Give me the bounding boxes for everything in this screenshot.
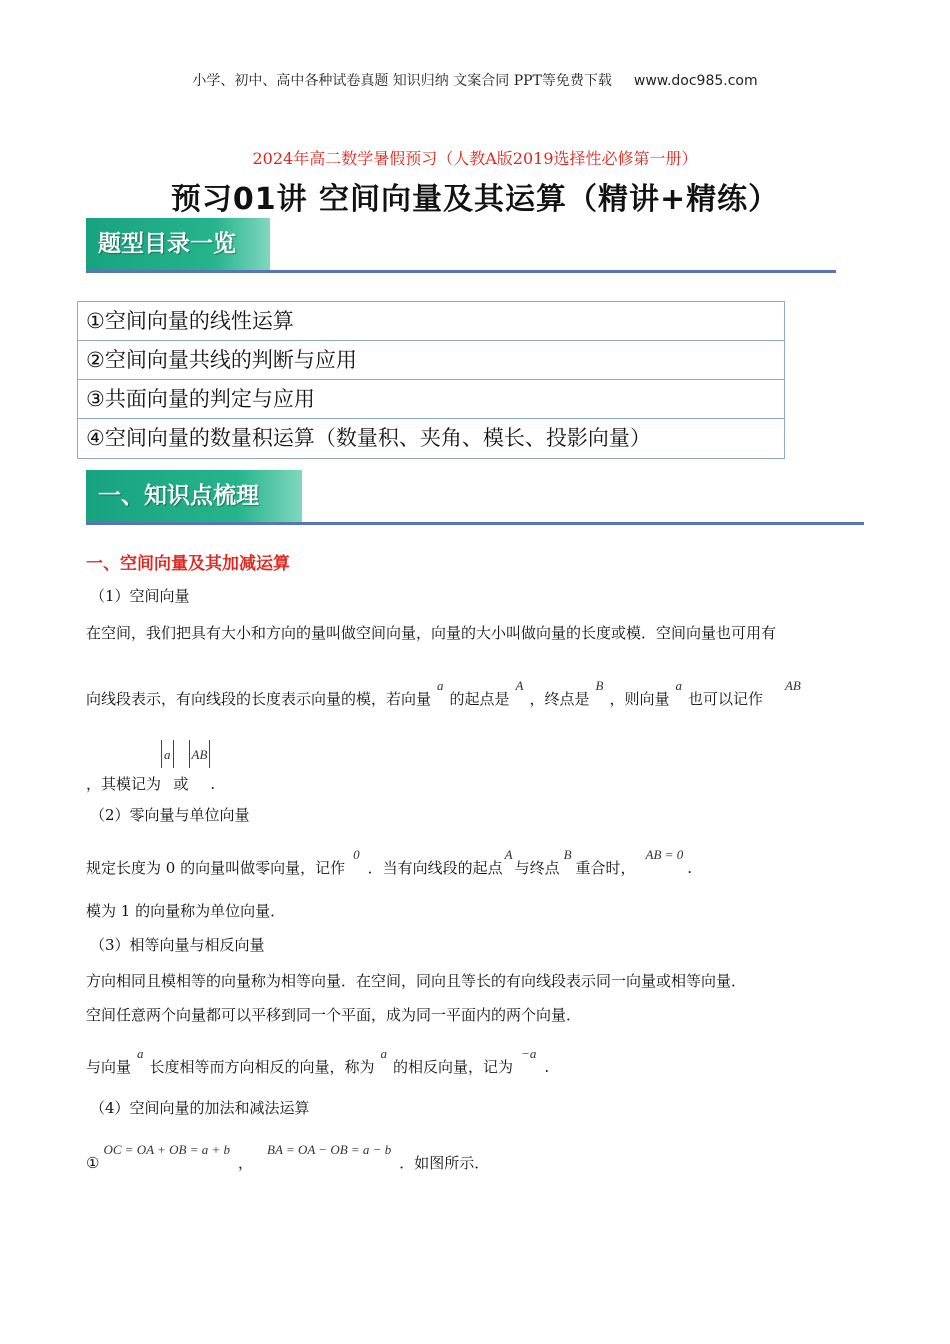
math-a: a [437, 678, 444, 693]
text-span: ① [86, 1154, 100, 1172]
toc-table [77, 301, 785, 459]
paragraph: 空间任意两个向量都可以平移到同一个平面，成为同一平面内的两个向量． [86, 1006, 582, 1024]
math-a: a [137, 1046, 144, 1061]
math-BA: BA = OA − OB = a − b [267, 1142, 392, 1157]
paragraph: 在空间，我们把具有大小和方向的量叫做空间向量，向量的大小叫做向量的长度或模．空间向量也可用有 [86, 624, 777, 642]
toc-item[interactable]: ①空间向量的线性运算 [78, 302, 784, 341]
document-subtitle: 2024年高二数学暑假预习（人教A版2019选择性必修第一册） [252, 149, 698, 168]
document-title: 预习01讲 空间向量及其运算（精讲+精练） [170, 182, 780, 217]
subsection-title: （2）零向量与单位向量 [90, 806, 250, 824]
text-span: 长度相等而方向相反的向量，称为 [149, 1058, 375, 1076]
paragraph [86, 740, 216, 793]
math-a: a [675, 678, 682, 693]
header-site[interactable]: www.doc985.com [633, 73, 758, 89]
paragraph [86, 678, 801, 709]
math-a: a [164, 747, 171, 762]
subsection-title: （3）相等向量与相反向量 [90, 936, 265, 954]
paragraph: 模为 1 的向量称为单位向量． [86, 902, 286, 920]
subsection-title: （1）空间向量 [90, 587, 190, 605]
math-B: B [595, 678, 604, 693]
math-neg-a: −a [521, 1046, 537, 1061]
paragraph [86, 1142, 490, 1173]
math-OC: OC = OA + OB = a + b [103, 1142, 231, 1157]
text-span: . [210, 775, 216, 793]
section-heading: 一、空间向量及其加减运算 [86, 554, 290, 574]
math-B: B [563, 847, 572, 862]
text-span: ．如图所示． [399, 1154, 490, 1172]
subsection-title: （4）空间向量的加法和减法运算 [90, 1099, 310, 1117]
text-span: 的相反向量，记为 [393, 1058, 514, 1076]
knowledge-banner: 一、知识点梳理 [86, 470, 302, 522]
text-span: . [687, 859, 692, 877]
abs-bar [173, 740, 174, 768]
text-span: . [544, 1058, 550, 1076]
abs-bar [209, 740, 210, 768]
knowledge-banner-rule [86, 522, 864, 525]
text-span: 与向量 [86, 1058, 132, 1076]
text-span: 规定长度为 0 的向量叫做零向量，记作 [86, 859, 346, 877]
toc-banner-rule [86, 270, 836, 273]
toc-item[interactable]: ④空间向量的数量积运算（数量积、夹角、模长、投影向量） [86, 426, 651, 450]
text-span: 重合时， [575, 859, 636, 877]
paragraph [86, 1046, 550, 1077]
text-span: ，终点是 [529, 690, 590, 708]
math-AB-zero: AB = 0 [645, 847, 684, 862]
text-span: ，其模记为 [86, 775, 162, 793]
math-a: a [380, 1046, 388, 1061]
math-AB: AB [191, 747, 208, 762]
text-span: ，则向量 [609, 690, 670, 708]
toc-banner: 题型目录一览 [86, 218, 270, 270]
text-span: 的起点是 [449, 690, 510, 708]
abs-bar [161, 740, 162, 768]
math-A: A [515, 678, 524, 693]
toc-item[interactable]: ③共面向量的判定与应用 [78, 380, 784, 419]
header-text: 小学、初中、高中各种试卷真题 知识归纳 文案合同 PPT等免费下载 [192, 73, 612, 89]
math-AB: AB [784, 678, 801, 693]
text-span: 向线段表示，有向线段的长度表示向量的模，若向量 [86, 690, 432, 708]
text-span: 或 [173, 775, 189, 793]
paragraph: 方向相同且模相等的向量称为相等向量．在空间，同向且等长的有向线段表示同一向量或相等向量． [86, 972, 747, 990]
text-span: 也可以记作 [687, 690, 763, 708]
text-span: 与终点 [514, 859, 560, 877]
paragraph [86, 847, 692, 878]
toc-item[interactable]: ②空间向量共线的判断与应用 [78, 341, 784, 380]
page-header [0, 70, 950, 90]
abs-bar [189, 740, 190, 768]
math-A: A [504, 847, 513, 862]
text-span: ， [238, 1154, 254, 1172]
text-span: ．当有向线段的起点 [367, 859, 503, 877]
math-zero: 0 [353, 847, 360, 862]
